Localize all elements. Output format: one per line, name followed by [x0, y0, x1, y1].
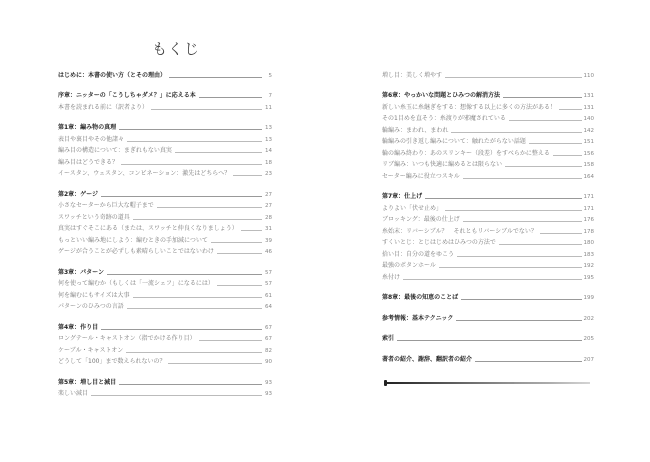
toc-entry-title: 新しい糸玉に糸継ぎをする：想像する以上に多くの方法がある！: [382, 103, 557, 111]
toc-entry: [382, 270, 594, 282]
toc-entry: [58, 277, 272, 289]
leader-line: [211, 242, 262, 243]
leader-line: [217, 253, 262, 254]
toc-entry-title: 小さなセーターから巨大な帽子まで: [58, 202, 154, 209]
leader-line: [439, 267, 582, 268]
leader-line: [241, 230, 262, 231]
toc-page-number: 64: [265, 304, 272, 310]
toc-chapter-heading: [382, 332, 594, 344]
leader-line: [461, 299, 581, 300]
leader-line: [127, 308, 262, 309]
needle-knob: [384, 380, 387, 386]
toc-entry-title: 糸始末：リバーシブル？ それともリバーシブルでない？: [382, 227, 537, 235]
toc-entry-title: その1目めを直そう：糸渡りが邪魔されている: [382, 115, 506, 122]
leader-line: [175, 152, 262, 153]
leader-line: [133, 219, 262, 220]
toc-entry-title: すくいとじ：とじはじめはひみつの方法で: [382, 239, 496, 246]
toc-entry-title: ブロッキング：最後の仕上げ: [382, 216, 460, 223]
toc-entry-title: ロングテール・キャストオン（指でかける作り目）: [58, 335, 196, 342]
leader-line: [151, 109, 262, 110]
toc-entry-title: 表目や裏目やその他諸々: [58, 135, 125, 143]
leader-line: [168, 363, 262, 364]
toc-page-number: 207: [583, 356, 594, 363]
toc-entry: [382, 158, 594, 170]
toc-page-number: 176: [583, 217, 594, 223]
toc-page-number: 11: [265, 104, 272, 111]
toc-page-number: 57: [265, 281, 272, 287]
leader-line: [169, 77, 262, 78]
toc-entry-title: 序章：ニッターの「こうしちゃダメ？」に応える本: [58, 92, 196, 99]
leader-line: [457, 256, 581, 257]
toc-page-number: 205: [583, 336, 594, 342]
leader-line: [553, 155, 582, 156]
leader-line: [540, 233, 582, 234]
toc-page-number: 13: [265, 136, 272, 143]
toc-chapter-heading: [382, 291, 594, 303]
toc-page-number: 110: [583, 72, 594, 79]
toc-entry: [58, 167, 272, 179]
toc-entry-title: 第3章：パターン: [58, 268, 105, 276]
toc-entry: [382, 236, 594, 248]
leader-line: [217, 285, 262, 286]
toc-entry: [58, 387, 272, 399]
toc-page-number: 67: [265, 324, 272, 331]
leader-line: [199, 340, 262, 341]
toc-chapter-heading: [382, 190, 594, 202]
toc-right-column: [382, 68, 594, 373]
toc-entry: [58, 233, 272, 245]
toc-page-number: 5: [268, 72, 272, 79]
toc-group: [58, 89, 272, 112]
leader-line: [445, 210, 581, 211]
toc-page-number: 192: [583, 263, 594, 269]
toc-group: [58, 121, 272, 179]
toc-entry: [58, 355, 272, 367]
leader-line: [445, 77, 581, 78]
toc-entry: [382, 112, 594, 124]
toc-entry: [58, 288, 272, 300]
toc-entry-title: 真実はすぐそこにある（または、スワッチと仲良くなりましょう）: [58, 225, 238, 232]
toc-page-number: 164: [583, 173, 594, 180]
toc-page-number: 82: [265, 347, 272, 354]
toc-page-number: 93: [265, 391, 272, 397]
toc-entry-title: イースタン、ウェスタン、コンビネーション：激先はどちらへ？: [58, 170, 231, 177]
toc-group: [58, 187, 272, 256]
toc-group: [58, 265, 272, 311]
leader-line: [403, 279, 581, 280]
toc-entry: [58, 132, 272, 144]
leader-line: [451, 132, 581, 133]
toc-group: [382, 291, 594, 303]
toc-entry-title: 第8章：最後の知恵のことば: [382, 294, 459, 301]
toc-entry-title: 何を使って編むか（もしくは「一流シェフ」になるには）: [58, 280, 214, 287]
toc-chapter-heading: [58, 187, 272, 199]
toc-page-number: 180: [583, 240, 594, 246]
toc-entry: [382, 123, 594, 135]
toc-entry-title: 編み目の構造について：まぎれもない真実: [58, 147, 172, 154]
leader-line: [91, 395, 262, 396]
toc-page-number: 31: [265, 226, 272, 232]
toc-entry: [58, 100, 272, 112]
toc-entry-title: リブ編み：いつも快適に編めるとは限らない: [382, 161, 503, 168]
toc-page-number: 14: [265, 148, 272, 154]
toc-entry: [382, 247, 594, 259]
toc-entry: [58, 155, 272, 167]
toc-entry-title: 第1章：編み物の真理: [58, 124, 117, 131]
leader-line: [456, 320, 581, 321]
toc-chapter-heading: [58, 121, 272, 133]
toc-entry-title: 何を編むにもサイズは大事: [58, 291, 130, 299]
leader-line: [233, 175, 262, 176]
toc-chapter-heading: [382, 89, 594, 101]
toc-page-number: 131: [583, 93, 594, 99]
toc-entry-title: 索引: [382, 335, 395, 342]
toc-chapter-heading: [58, 320, 272, 332]
leader-line: [397, 340, 581, 341]
toc-page-number: 23: [265, 171, 272, 177]
leader-line: [107, 274, 262, 275]
leader-line: [101, 196, 262, 197]
toc-entry: [58, 199, 272, 211]
toc-chapter-heading: [382, 311, 594, 323]
toc-entry-title: 編み目はどうできる？: [58, 158, 119, 166]
toc-entry-title: 楽しい減目: [58, 390, 89, 397]
toc-page-number: 202: [583, 315, 594, 322]
toc-chapter-heading: [58, 265, 272, 277]
toc-page-number: 28: [265, 214, 272, 221]
toc-entry-title: はじめに：本書の使い方（とその理由）: [58, 71, 167, 79]
toc-page-number: 131: [583, 104, 594, 111]
toc-entry: [58, 210, 272, 222]
toc-entry: [382, 259, 594, 271]
leader-line: [127, 141, 262, 142]
toc-page-number: 156: [583, 150, 594, 157]
toc-entry-title: 参考情報：基本テクニック: [382, 314, 454, 322]
toc-chapter-heading: [58, 375, 272, 387]
leader-line: [133, 297, 262, 298]
toc-page-number: 199: [583, 295, 594, 301]
toc-entry: [58, 332, 272, 344]
toc-entry: [382, 135, 594, 147]
toc-page-number: 13: [265, 125, 272, 131]
toc-entry: [58, 343, 272, 355]
toc-page-number: 171: [583, 194, 594, 200]
toc-group: [382, 352, 594, 364]
toc-page-number: 151: [583, 139, 594, 145]
leader-line: [121, 164, 262, 165]
leader-line: [475, 361, 581, 362]
knitting-needle-icon: [384, 380, 590, 386]
toc-entry-title: スワッチという奇跡の道具: [58, 213, 130, 221]
leader-line: [463, 178, 582, 179]
needle-shaft: [387, 382, 590, 384]
toc-page-number: 46: [265, 249, 272, 255]
toc-group: [58, 375, 272, 398]
toc-entry: [382, 169, 594, 181]
toc-entry: [382, 213, 594, 225]
toc-page-number: 93: [265, 379, 272, 386]
page-title: もくじ: [151, 40, 200, 58]
toc-entry-title: 拾い目：自分の道をゆこう: [382, 250, 455, 258]
toc-entry-title: どうして「100」まで数えられないの？: [58, 358, 166, 365]
leader-line: [559, 109, 581, 110]
toc-page-number: 90: [265, 359, 272, 365]
toc-group: [382, 68, 594, 80]
toc-entry-title: セーター編みに役立つスキル: [382, 172, 460, 180]
toc-entry-title: 第7章：仕上げ: [382, 193, 423, 200]
toc-page-number: 142: [583, 127, 594, 134]
toc-entry: [58, 300, 272, 312]
toc-entry-title: 糸付け: [382, 273, 401, 281]
toc-group: [58, 320, 272, 366]
toc-entry-title: 増し目：美しく増やす: [382, 71, 443, 79]
toc-page-number: 27: [265, 203, 272, 209]
toc-entry: [382, 201, 594, 213]
toc-entry-title: ケーブル・キャストオン: [58, 346, 124, 354]
toc-page-number: 158: [583, 162, 594, 168]
toc-group: [382, 89, 594, 181]
leader-line: [119, 384, 262, 385]
toc-entry-title: もっといい編み地にしよう：編むときの手加減について: [58, 236, 208, 244]
toc-page-number: 195: [583, 274, 594, 281]
toc-chapter-heading: [58, 89, 272, 101]
leader-line: [199, 97, 262, 98]
toc-entry-title: 第5章：増し目と減目: [58, 378, 117, 386]
toc-entry-title: ゲージが合うことが必ずしも素晴らしいことではないわけ: [58, 248, 214, 255]
toc-entry-title: 本書を読まれる前に（訳者より）: [58, 103, 149, 111]
toc-page-number: 140: [583, 116, 594, 122]
toc-page-number: 171: [583, 205, 594, 212]
toc-entry: [382, 100, 594, 112]
toc-entry-title: 第2章：ゲージ: [58, 190, 99, 198]
toc-group: [58, 68, 272, 80]
toc-group: [382, 190, 594, 282]
toc-page-number: 178: [583, 228, 594, 235]
toc-page-number: 18: [265, 159, 272, 166]
toc-chapter-heading: [382, 352, 594, 364]
leader-line: [463, 221, 582, 222]
toc-entry: [58, 245, 272, 257]
toc-page-number: 27: [265, 191, 272, 198]
toc-page-number: 61: [265, 292, 272, 299]
toc-entry: [382, 146, 594, 158]
toc-chapter-heading: [58, 68, 272, 80]
leader-line: [119, 129, 262, 130]
toc-entry-title: 第6章：やっかいな問題とひみつの解消方法: [382, 92, 501, 99]
toc-page-number: 7: [268, 93, 272, 99]
leader-line: [101, 329, 262, 330]
toc-page-number: 183: [583, 251, 594, 258]
toc-entry-title: 第4章：作り目: [58, 323, 99, 331]
toc-entry-title: 輪編みの引き返し編みについて：触れたがらない話題: [382, 138, 526, 145]
toc-entry: [382, 224, 594, 236]
leader-line: [509, 120, 582, 121]
leader-line: [529, 143, 582, 144]
leader-line: [505, 166, 581, 167]
leader-line: [503, 97, 581, 98]
leader-line: [126, 352, 262, 353]
toc-page-number: 67: [265, 336, 272, 342]
toc-group: [382, 311, 594, 323]
toc-page-number: 39: [265, 237, 272, 244]
toc-group: [382, 332, 594, 344]
toc-left-column: [58, 68, 272, 407]
toc-entry: [58, 144, 272, 156]
toc-entry: [58, 222, 272, 234]
toc-page-number: 57: [265, 269, 272, 276]
toc-entry-title: 輪の編み終わり：あのスリンキー（段差）をすべらかに整える: [382, 149, 550, 157]
leader-line: [499, 244, 582, 245]
toc-entry-title: 輪編み：まわれ、まわれ: [382, 126, 449, 134]
toc-entry-title: 最強のボタンホール: [382, 262, 436, 269]
toc-entry: [382, 68, 594, 80]
toc-entry-title: パターンのひみつの言語: [58, 303, 124, 310]
leader-line: [157, 207, 262, 208]
toc-entry-title: 著者の紹介、謝辞、翻訳者の紹介: [382, 355, 473, 363]
leader-line: [425, 198, 581, 199]
toc-entry-title: よりよい「伏せ止め」: [382, 204, 443, 212]
